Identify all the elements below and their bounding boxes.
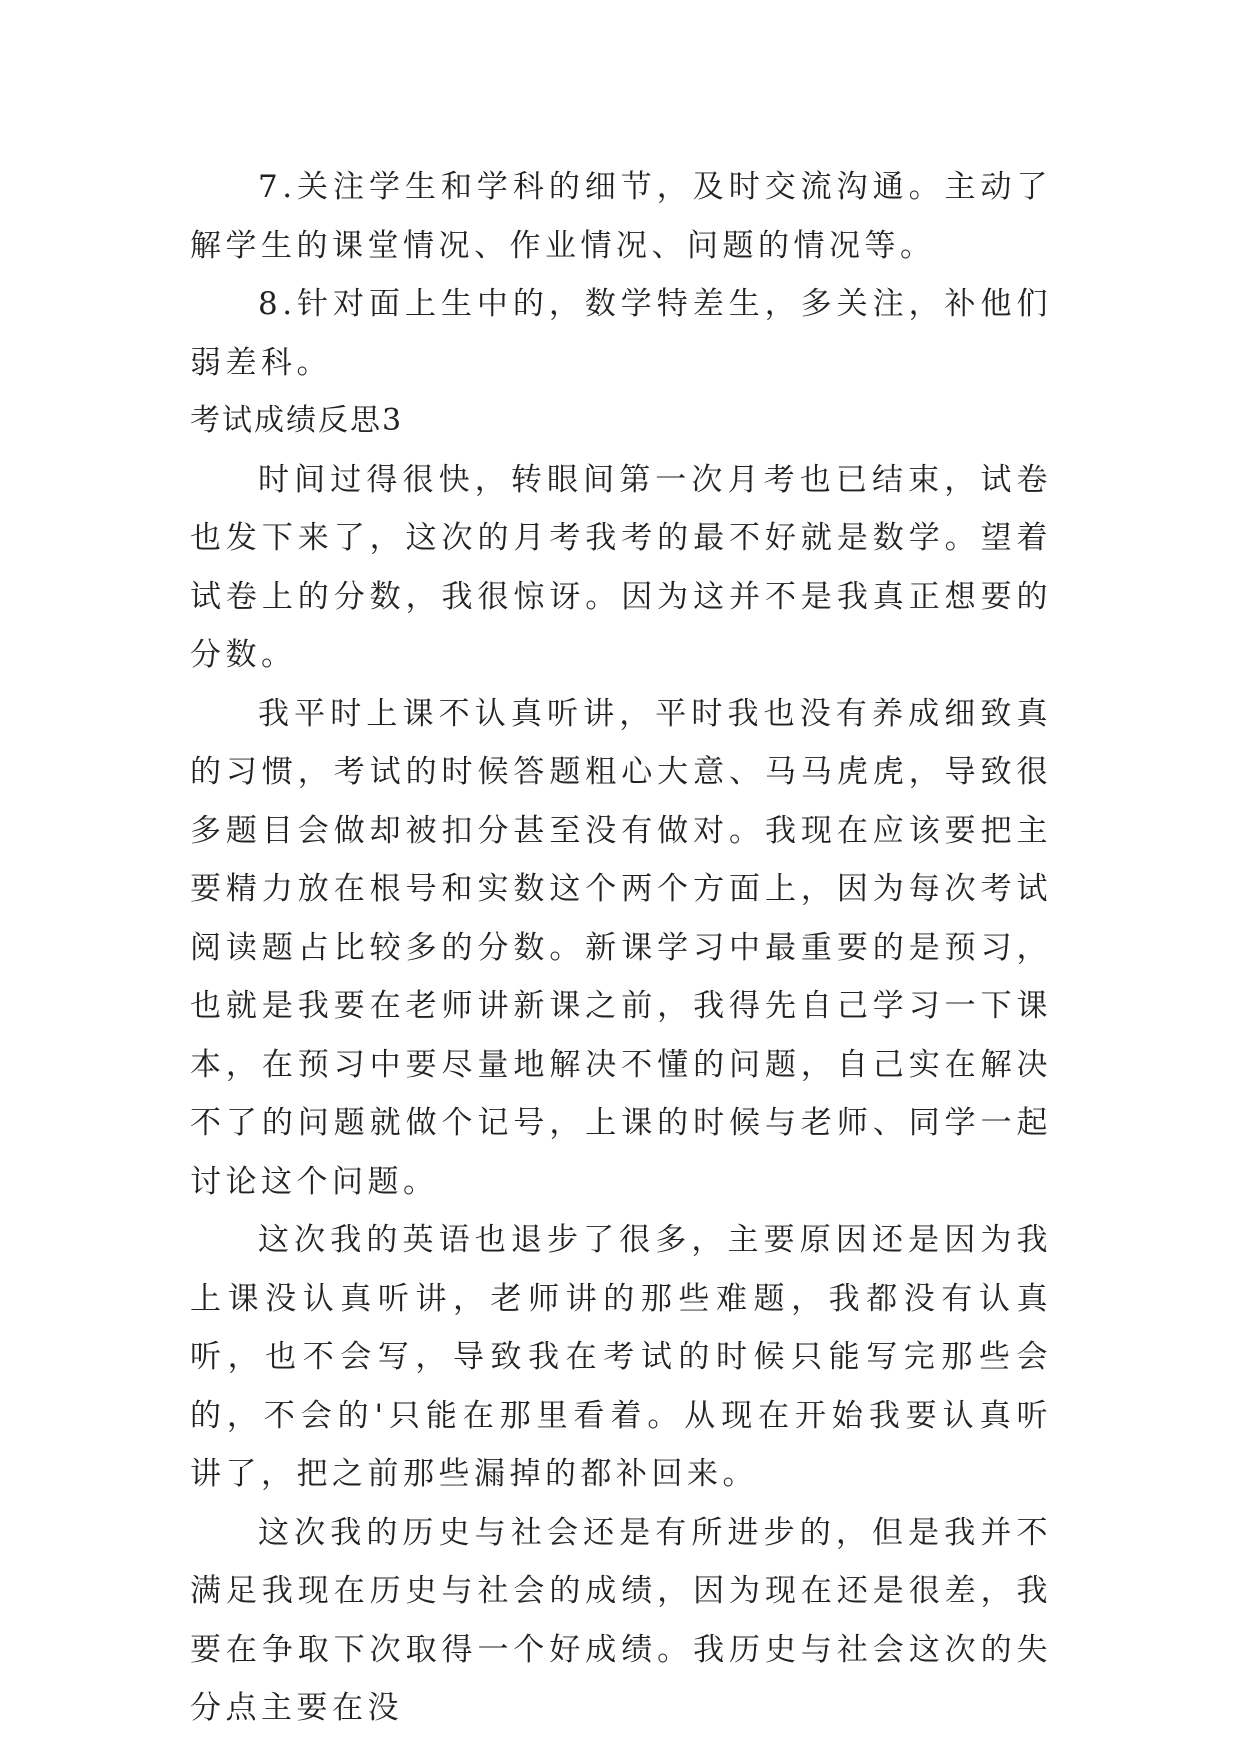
paragraph-item-7: 7.关注学生和学科的细节，及时交流沟通。主动了解学生的课堂情况、作业情况、问题的情况等。	[190, 169, 1052, 264]
paragraph-exam-result: 时间过得很快，转眼间第一次月考也已结束，试卷也发下来了，这次的月考我考的最不好就是数学。望着试卷上的分数，我很惊讶。因为这并不是我真正想要的分数。	[190, 461, 1052, 673]
paragraph-math-reflection: 我平时上课不认真听讲，平时我也没有养成细致真的习惯，考试的时候答题粗心大意、马马虎虎，导致很多题目会做却被扣分甚至没有做对。我现在应该要把主要精力放在根号和实数这个两个方面上，因为每次考试阅读题占比较多的分数。新课学习中最重要的是预习，也就是我要在老师讲新课之前，我得先自己学习一下课本，在预习中要尽量地解决不懂的问题，自己实在解决不了的问题就做个记号，上课的时候与老师、同学一起讨论这个问题。	[190, 695, 1052, 1200]
paragraph-item-8: 8.针对面上生中的，数学特差生，多关注，补他们弱差科。	[190, 286, 1052, 381]
section-heading: 考试成绩反思3	[190, 403, 404, 438]
paragraph-history-reflection: 这次我的历史与社会还是有所进步的，但是我并不满足我现在历史与社会的成绩，因为现在还是很差，我要在争取下次取得一个好成绩。我历史与社会这次的失分点主要在没	[190, 1514, 1052, 1726]
document-body	[190, 158, 1052, 1738]
paragraph-english-reflection: 这次我的英语也退步了很多，主要原因还是因为我上课没认真听讲，老师讲的那些难题，我都没有认真听，也不会写，导致我在考试的时候只能写完那些会的，不会的'只能在那里看着。从现在开始我要认真听讲了，把之前那些漏掉的都补回来。	[190, 1222, 1052, 1492]
